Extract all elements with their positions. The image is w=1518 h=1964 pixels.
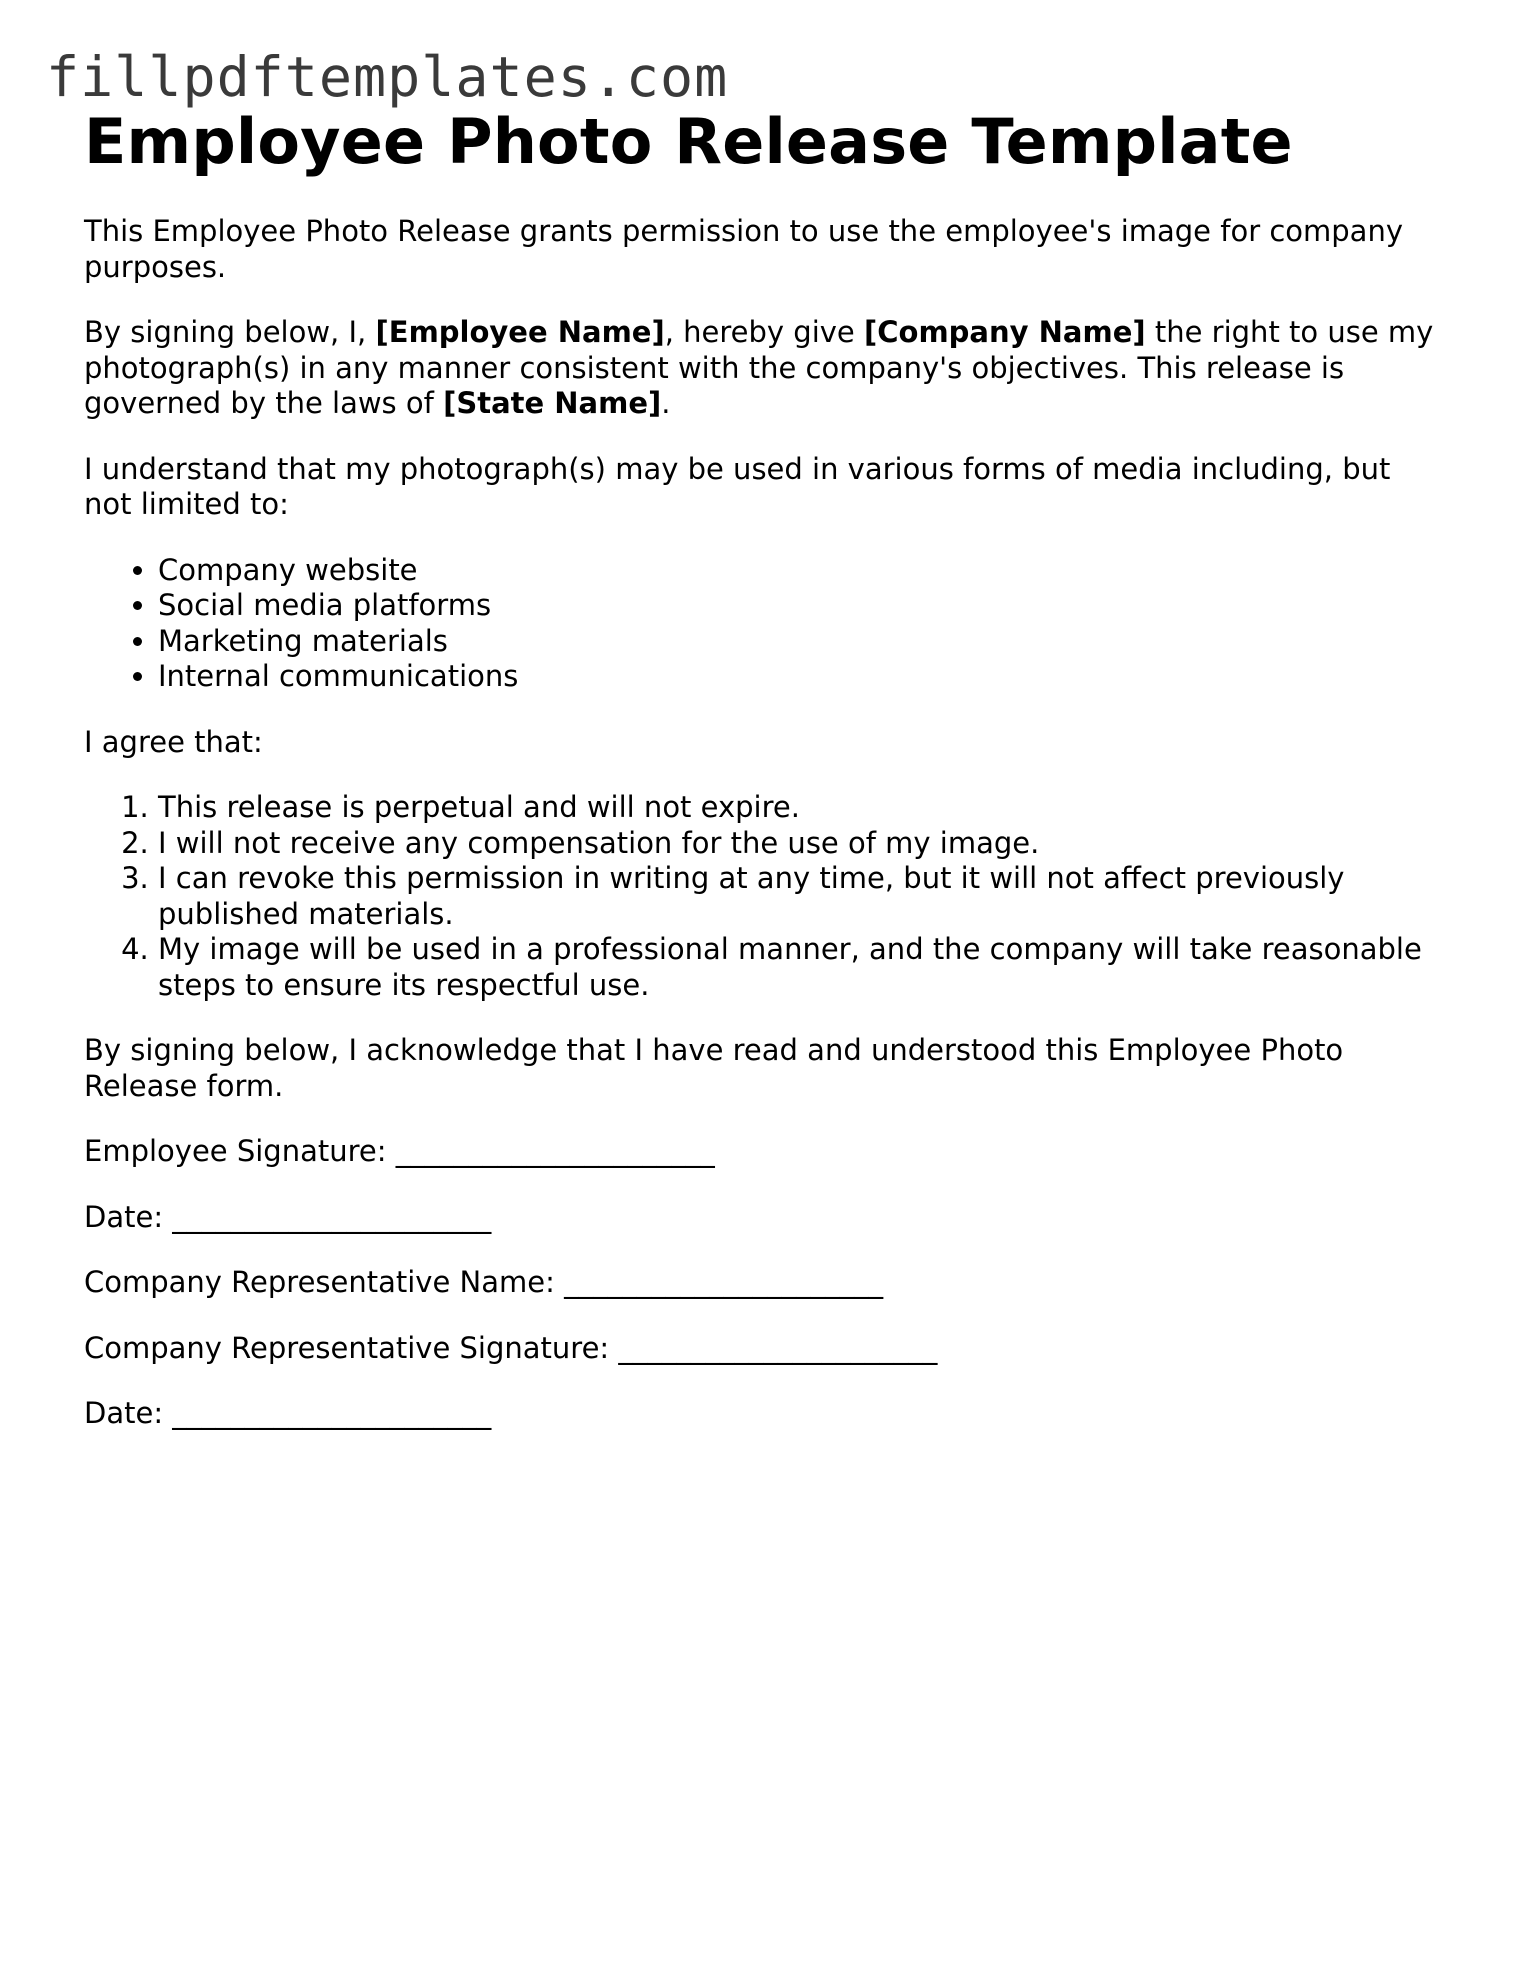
agreement-list-item: 1. This release is perpetual and will not expire.: [158, 790, 1444, 826]
agreement-list-item: 4. My image will be used in a professional manner, and the company will take reasonable steps to ensure its respectful use.: [158, 932, 1444, 1003]
agreement-list: [84, 790, 1444, 1003]
media-intro-paragraph: I understand that my photograph(s) may be used in various forms of media including, but not limited to:: [84, 451, 1391, 521]
document-body: [84, 104, 1444, 1432]
agreement-list-item: 2. I will not receive any compensation for the use of my image.: [158, 826, 1444, 862]
agree-intro: I agree that:: [84, 724, 263, 759]
employee-date-field[interactable]: Date: ______________________: [84, 1199, 492, 1234]
company-rep-date-field[interactable]: Date: ______________________: [84, 1396, 492, 1430]
agreement-list-item: 3. I can revoke this permission in writing at any time, but it will not affect previously published materials.: [158, 861, 1444, 932]
media-list-item: • Internal communications: [158, 659, 1444, 695]
watermark-text: fillpdftemplates.com: [46, 45, 729, 109]
consent-text-2: , hereby give: [664, 315, 864, 349]
media-list-item: • Social media platforms: [158, 588, 1444, 624]
intro-paragraph: This Employee Photo Release grants permission to use the employee's image for company purposes.: [84, 214, 1403, 284]
company-name-placeholder: [Company Name]: [864, 315, 1146, 349]
employee-name-placeholder: [Employee Name]: [375, 315, 665, 349]
consent-text-1: By signing below, I,: [84, 315, 376, 349]
consent-text-3: the right to use my photograph(s) in any manner consistent with the company's objectives. This release is governed by the laws of: [84, 315, 1434, 420]
company-rep-name-field[interactable]: Company Representative Name: ______________________: [84, 1265, 884, 1299]
employee-signature-field[interactable]: Employee Signature: ______________________: [84, 1134, 715, 1168]
consent-paragraph: [84, 315, 1444, 422]
acknowledgment-paragraph: By signing below, I acknowledge that I have read and understood this Employee Photo Release form.: [84, 1033, 1344, 1103]
media-list-item: • Company website: [158, 553, 1444, 589]
media-list-item: • Marketing materials: [158, 624, 1444, 660]
media-list: [84, 553, 1444, 695]
document-title: Employee Photo Release Template: [84, 105, 1293, 178]
state-name-placeholder: [State Name]: [443, 386, 662, 420]
consent-text-4: .: [661, 386, 671, 420]
company-rep-signature-field[interactable]: Company Representative Signature: ______________________: [84, 1330, 938, 1365]
